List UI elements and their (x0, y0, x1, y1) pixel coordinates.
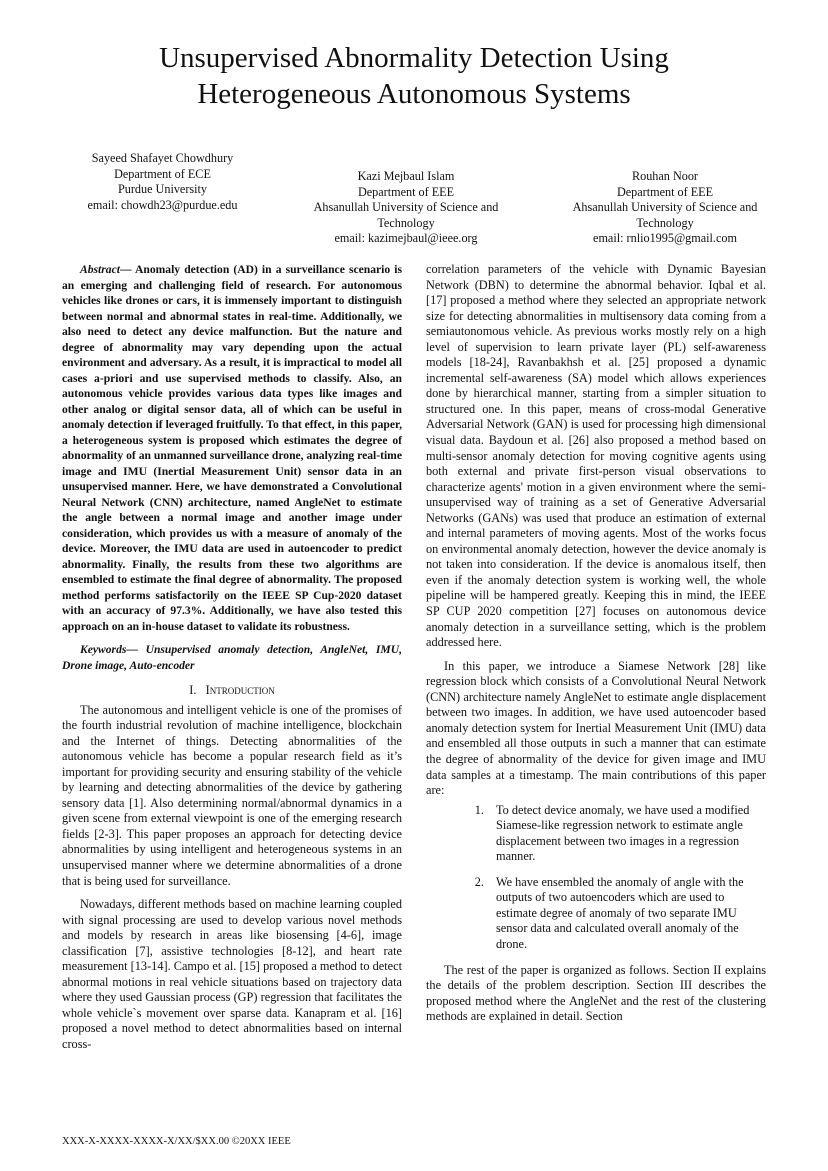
abstract-label: Abstract (80, 263, 120, 276)
abstract-text: Anomaly detection (AD) in a surveillance scenario is an emerging and challenging field of research. For autonomous vehicles like drones or cars, it is immensely important to distinguish between normal and abnormal states in real-time. Additionally, we also need to detect any device malfunction. But the nature and degree of abnormality may vary depending upon the actual environment and adversary. As a result, it is impractical to model all cases a-priori and use supervised methods to classify. Also, an autonomous vehicle provides various data types like images and other analog or digital sensor data, all of which can be useful in anomaly detection if leveraged fruitfully. To that effect, in this paper, a heterogeneous system is proposed which estimates the degree of abnormality of an unmanned surveillance drone, analyzing real-time image and IMU (Inertial Measurement Unit) sensor data in an unsupervised manner. Here, we have demonstrated a Convolutional Neural Network (CNN) architecture, named AngleNet to estimate the angle between a normal image and another image under consideration, which provides us with a measure of anomaly of the device. Moreover, the IMU data are used in autoencoder to predict abnormality. Finally, the results from these two algorithms are ensembled to estimate the final degree of abnormality. The proposed method performs satisfactorily on the IEEE SP Cup-2020 dataset with an accuracy of 97.3%. Additionally, we have also tested this approach on an in-house dataset to validate its robustness. (62, 263, 402, 633)
author-org: Purdue University (117, 182, 208, 196)
right-column (426, 262, 766, 1025)
list-item-number: 2. (474, 874, 484, 889)
list-item (426, 803, 766, 865)
list-item-text: We have ensembled the anomaly of angle with the outputs of two autoencoders which are used to estimate degree of anomaly of two separate IMU sensor data and calculated overall anomaly of the drone. (496, 874, 744, 951)
right-paragraph-3: The rest of the paper is organized as follows. Section II explains the details of the problem description. Section III describes the proposed method where the AngleNet and the rest of the clustering methods are explained in detail. Section (426, 962, 766, 1024)
title-line-2: Heterogeneous Autonomous Systems (197, 78, 631, 110)
author-name: Sayeed Shafayet Chowdhury (91, 151, 234, 165)
section-heading-introduction (62, 683, 402, 699)
intro-paragraph-1: The autonomous and intelligent vehicle is one of the promises of the fourth industrial revolution of machine intelligence, blockchain and the Internet of things. Detecting abnormalities of the autonomous vehicle has become a popular research field as it’s important for providing security and ensuring stability of the vehicle by learning and detecting abnormalities of the device by gathering sensory data [1]. Also determining normal/abnormal dynamics in a given scene from external viewpoint is one of the emerging research fields [2-3]. This paper proposes an approach for detecting device abnormalities by using intelligent and heterogeneous systems in an unsupervised manner where we determine abnormalities of a drone that is being used for surveillance. (62, 702, 402, 888)
author-org: Ahsanullah University of Science and Technology (313, 200, 499, 230)
section-number: I. (189, 683, 197, 697)
list-item-number: 1. (474, 802, 484, 817)
author-block-1 (60, 151, 265, 213)
paper-title (0, 40, 828, 112)
author-dept: Department of EEE (357, 184, 455, 199)
author-name: Rouhan Noor (631, 169, 698, 183)
list-item (426, 875, 766, 953)
contributions-list (426, 803, 766, 953)
author-block-3 (558, 169, 772, 247)
abstract-dash: — (119, 263, 132, 276)
section-title: Introduction (205, 683, 275, 697)
author-org: Ahsanullah University of Science and Technology (572, 200, 758, 230)
keywords: Keywords— Unsupervised anomaly detection, AngleNet, IMU, Drone image, Auto-encoder (62, 643, 402, 672)
author-name: Kazi Mejbaul Islam (357, 169, 455, 183)
list-item-text: To detect device anomaly, we have used a modified Siamese-like regression network to estimate angle displacement between two images in a regression manner. (496, 802, 750, 864)
author-block-2 (300, 169, 512, 247)
title-line-1: Unsupervised Abnormality Detection Using (159, 42, 669, 74)
author-email: email: chowdh23@purdue.edu (87, 197, 238, 212)
right-paragraph-1: correlation parameters of the vehicle with Dynamic Bayesian Network (DBN) to determine the abnormal behavior. Iqbal et al. [17] proposed a method where they selected an appropriate network size for detecting abnormalities in multisensory data coming from a semiautonomous vehicle. As previous works mostly rely on a high level of supervision to learn private layer (PL) self-awareness models [18-24], Ravanbakhsh et al. [25] proposed a dynamic incremental self-awareness (SA) model which allows experiences done by hierarchical manner, starting from a simpler situation to structured one. In this paper, means of cross-modal Generative Adversarial Network (GAN) is used for processing high dimensional visual data. Baydoun et al. [26] also proposed a method based on multi-sensor anomaly detection for moving cognitive agents using both external and private first-person visual observations to characterize agents' motion in a given environment where the semi-unsupervised way of training as a set of Generative Adversarial Networks (GANs) was used that produce an estimation of external and internal parameters of moving agents. Most of the works focus on environmental anomaly detection, however the device anomaly is not taken into consideration. If the device is anomalous itself, then even if the anomaly detection system is working well, the whole pipeline will be hampered greatly. Keeping this in mind, the IEEE SP CUP 2020 competition [27] focuses on autonomous device anomaly detection in a surveillance setting, which is the problem addressed here. (426, 262, 766, 650)
intro-paragraph-2: Nowadays, different methods based on machine learning coupled with signal processing are used to develop various novel methods and models by research in areas like biosensing [4-6], image classification [7], assistive technologies [8-12], and heart rate measurement [13-14]. Campo et al. [15] proposed a method to detect abnormal motions in real vehicle situations based on trajectory data where they used Gaussian process (GP) regression that facilitates the whole vehicle`s movement over sparse data. Kanapram et al. [16] proposed a novel method to detect abnormalities based on internal cross- (62, 897, 402, 1052)
author-dept: Department of EEE (616, 184, 714, 199)
author-dept: Department of ECE (114, 166, 211, 181)
author-email: email: kazimejbaul@ieee.org (334, 231, 478, 245)
abstract (62, 262, 402, 634)
author-email: email: rnlio1995@gmail.com (593, 231, 737, 245)
right-paragraph-2: In this paper, we introduce a Siamese Network [28] like regression block which consists of a Convolutional Neural Network (CNN) architecture namely AngleNet to estimate angle displacement between two images. In addition, we have used autoencoder based anomaly detection system for Inertial Measurement Unit (IMU) data and ensembled all those outputs in such a manner that can estimate the degree of abnormality of the device for given image and IMU data samples at a timestamp. The main contributions of this paper are: (426, 658, 766, 798)
copyright-footer: XXX-X-XXXX-XXXX-X/XX/$XX.00 ©20XX IEEE (62, 1136, 291, 1147)
left-column (62, 262, 402, 1053)
